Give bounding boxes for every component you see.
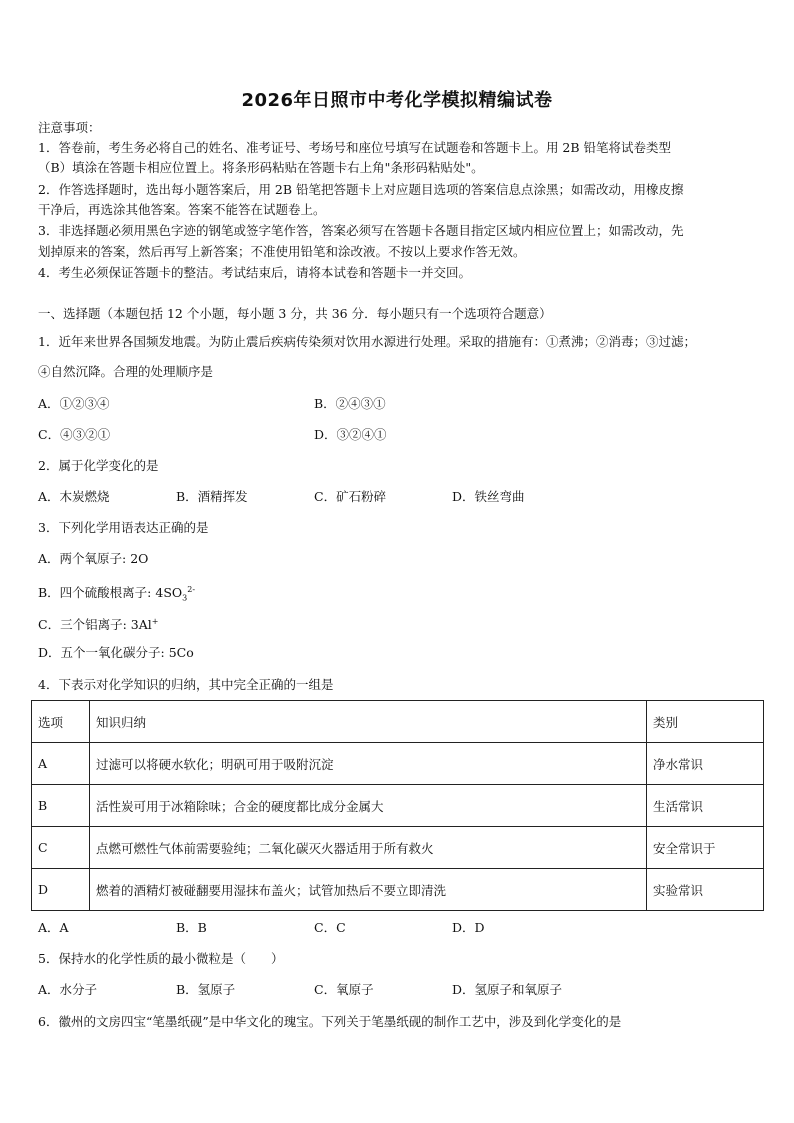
notice-line: 2．作答选择题时，选出每小题答案后，用 2B 铅笔把答题卡上对应题目选项的答案信息点涂黑；如需改动，用橡皮擦 xyxy=(38,182,684,197)
table-cell: 点燃可燃性气体前需要验纯；二氧化碳灭火器适用于所有救火 xyxy=(90,827,647,869)
q3-option-d: D．五个一氧化碳分子: 5Co xyxy=(38,645,194,660)
notice-line: 干净后，再选涂其他答案。答案不能答在试题卷上。 xyxy=(38,202,326,217)
q3-option-a: A．两个氧原子: 2O xyxy=(38,551,149,566)
q2-option-a: A．木炭燃烧 xyxy=(38,489,110,504)
q2-option-b: B．酒精挥发 xyxy=(176,489,248,504)
table-header-row xyxy=(32,701,764,743)
q3-option-b: B．四个硫酸根离子: $4SO_3^{2-}$ xyxy=(38,585,196,603)
table-row xyxy=(32,785,764,827)
question-4-stem: 4．下表示对化学知识的归纳，其中完全正确的一组是 xyxy=(38,677,334,692)
table-header-cell: 类别 xyxy=(647,701,764,743)
notice-heading: 注意事项： xyxy=(38,120,101,135)
q5-option-a: A．水分子 xyxy=(38,982,98,997)
question-1-stem-cont: ④自然沉降。合理的处理顺序是 xyxy=(38,364,214,379)
table-cell: 过滤可以将硬水软化；明矾可用于吸附沉淀 xyxy=(90,743,647,785)
section-heading: 一、选择题（本题包括 12 个小题，每小题 3 分，共 36 分．每小题只有一个选项符合题意） xyxy=(38,306,552,321)
q5-option-d: D．氢原子和氧原子 xyxy=(452,982,563,997)
q1-option-d: D．③②④① xyxy=(314,427,387,442)
table-cell: D xyxy=(32,869,90,911)
knowledge-table xyxy=(31,700,764,911)
q1-option-c: C．④③②① xyxy=(38,427,111,442)
table-cell: A xyxy=(32,743,90,785)
notice-line: 划掉原来的答案，然后再写上新答案；不准使用铅笔和涂改液。不按以上要求作答无效。 xyxy=(38,244,526,259)
q1-option-b: B．②④③① xyxy=(314,396,386,411)
question-3-stem: 3．下列化学用语表达正确的是 xyxy=(38,520,209,535)
q5-option-b: B．氢原子 xyxy=(176,982,236,997)
table-cell: C xyxy=(32,827,90,869)
q5-option-c: C．氧原子 xyxy=(314,982,374,997)
notice-line: 3．非选择题必须用黑色字迹的钢笔或签字笔作答，答案必须写在答题卡各题目指定区域内相应位置上；如需改动，先 xyxy=(38,223,684,238)
q4-option-b: B．B xyxy=(176,920,207,935)
q1-option-a: A．①②③④ xyxy=(38,396,110,411)
table-row xyxy=(32,869,764,911)
table-header-cell: 选项 xyxy=(32,701,90,743)
question-5-stem: 5．保持水的化学性质的最小微粒是（ ） xyxy=(38,951,284,966)
q3-option-c: C．三个铝离子: 3Al+ xyxy=(38,617,159,633)
question-2-stem: 2．属于化学变化的是 xyxy=(38,458,159,473)
table-cell: 生活常识 xyxy=(647,785,764,827)
q4-option-c: C．C xyxy=(314,920,346,935)
table-row xyxy=(32,743,764,785)
table-cell: 实验常识 xyxy=(647,869,764,911)
table-cell: B xyxy=(32,785,90,827)
question-6-stem: 6．徽州的文房四宝“笔墨纸砚”是中华文化的瑰宝。下列关于笔墨纸砚的制作工艺中，涉及到化学变化的是 xyxy=(38,1014,622,1029)
q2-option-d: D．铁丝弯曲 xyxy=(452,489,525,504)
table-cell: 净水常识 xyxy=(647,743,764,785)
table-header-cell: 知识归纳 xyxy=(90,701,647,743)
notice-line: 1．答卷前，考生务必将自己的姓名、准考证号、考场号和座位号填写在试题卷和答题卡上。用 2B 铅笔将试卷类型 xyxy=(38,140,672,155)
question-1-stem: 1．近年来世界各国频发地震。为防止震后疾病传染须对饮用水源进行处理。采取的措施有：①煮沸；②消毒；③过滤； xyxy=(38,334,696,349)
q2-option-c: C．矿石粉碎 xyxy=(314,489,387,504)
table-row xyxy=(32,827,764,869)
table-cell: 安全常识于 xyxy=(647,827,764,869)
exam-title: 2026年日照市中考化学模拟精编试卷 xyxy=(241,90,553,111)
table-cell: 活性炭可用于冰箱除味；合金的硬度都比成分金属大 xyxy=(90,785,647,827)
notice-line: （B）填涂在答题卡相应位置上。将条形码粘贴在答题卡右上角"条形码粘贴处"。 xyxy=(38,160,484,175)
notice-line: 4．考生必须保证答题卡的整洁。考试结束后，请将本试卷和答题卡一并交回。 xyxy=(38,265,471,280)
table-cell: 燃着的酒精灯被碰翻要用湿抹布盖火；试管加热后不要立即清洗 xyxy=(90,869,647,911)
q4-option-d: D．D xyxy=(452,920,485,935)
q4-option-a: A．A xyxy=(38,920,69,935)
